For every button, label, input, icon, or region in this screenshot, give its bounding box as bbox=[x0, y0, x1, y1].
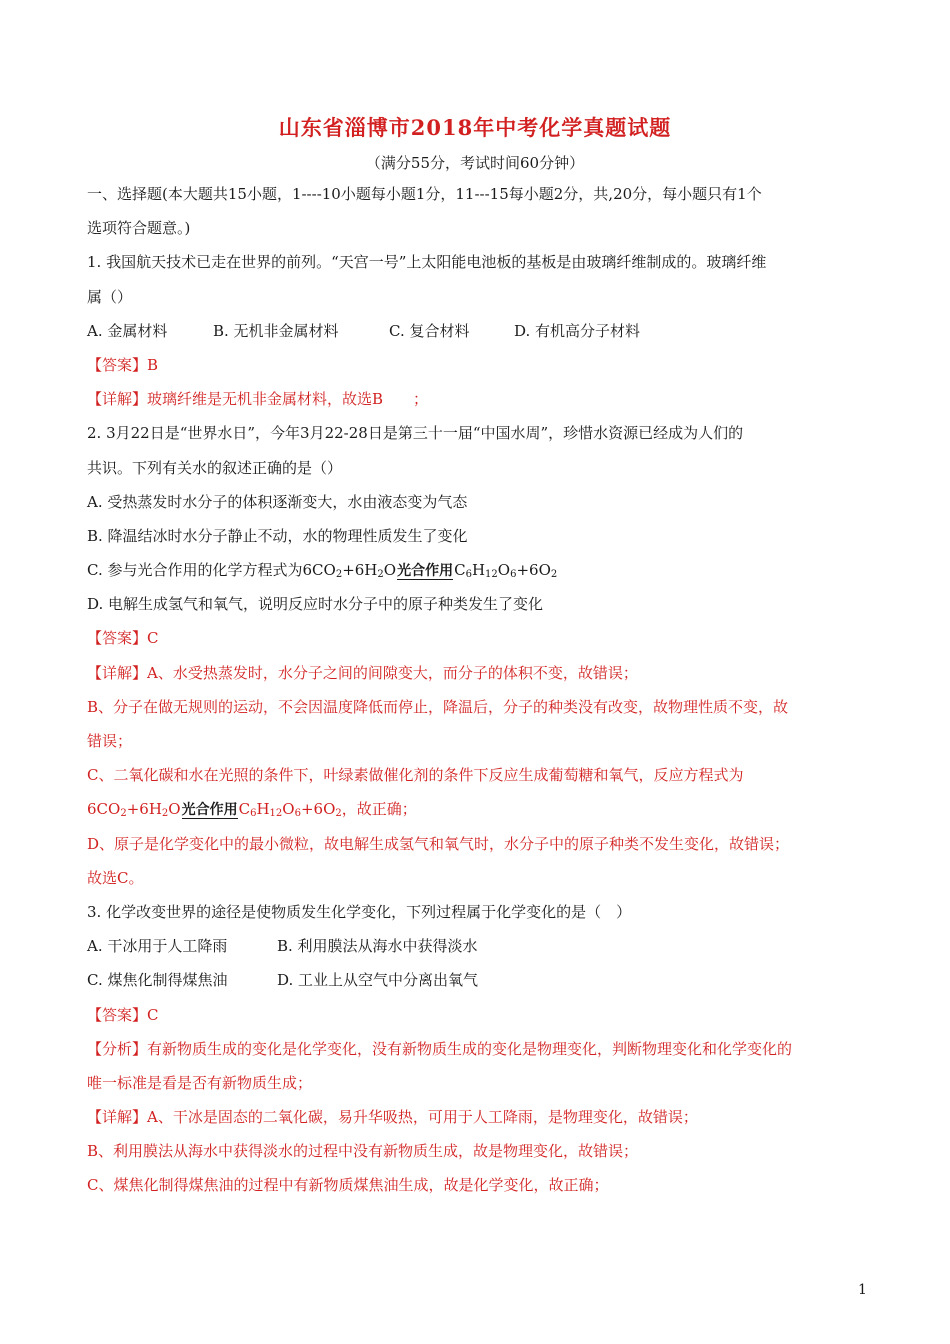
q3-options-row-1 bbox=[87, 936, 872, 956]
equation-reactants: $6CO_2+6H_2O$ bbox=[87, 800, 181, 820]
section-heading-continued: 选项符合题意。) bbox=[87, 219, 191, 238]
q2-option-c-text: C. 参与光合作用的化学方程式为 bbox=[87, 561, 303, 580]
arrow-line bbox=[182, 818, 238, 819]
detail-text: ，故正确； bbox=[341, 800, 417, 819]
detail-label: 【详解】 bbox=[87, 663, 148, 682]
answer-value: C bbox=[147, 1005, 159, 1024]
q1-option-d: D. 有机高分子材料 bbox=[514, 321, 641, 340]
answer-label: 【答案】 bbox=[87, 629, 148, 648]
q1-options bbox=[87, 321, 872, 341]
equation-products: $C_6H_{12}O_6+6O_2$ bbox=[454, 561, 558, 581]
q2-detail-a bbox=[87, 663, 872, 683]
document-body bbox=[87, 184, 872, 1210]
q2-detail-c: C、二氧化碳和水在光照的条件下，叶绿素做催化剂的条件下反应生成葡萄糖和氧气，反应方程式为 bbox=[87, 766, 744, 785]
q3-option-d: D. 工业上从空气中分离出氧气 bbox=[277, 971, 479, 990]
reaction-arrow bbox=[182, 799, 238, 820]
page-number: 1 bbox=[858, 1282, 867, 1298]
reaction-arrow bbox=[397, 560, 453, 581]
q1-option-c: C. 复合材料 bbox=[389, 321, 470, 340]
analysis-label: 【分析】 bbox=[87, 1039, 148, 1058]
q2-stem: 2. 3月22日是“世界水日”，今年3月22-28日是第三十一届“中国水周”，珍惜水资源已经成为人们的 bbox=[87, 424, 744, 443]
detail-text: A、水受热蒸发时，水分子之间的间隙变大，而分子的体积不变，故错误； bbox=[147, 663, 638, 682]
q1-stem-continued: 属（） bbox=[87, 287, 133, 306]
q1-stem: 1. 我国航天技术已走在世界的前列。“天宫一号”上太阳能电池板的基板是由玻璃纤维制成的。玻璃纤维 bbox=[87, 253, 767, 272]
q3-analysis bbox=[87, 1039, 872, 1059]
q1-option-a: A. 金属材料 bbox=[87, 321, 168, 340]
q2-stem-continued: 共识。下列有关水的叙述正确的是（） bbox=[87, 458, 343, 477]
equation-reactants: $6CO_2+6H_2O$ bbox=[302, 561, 397, 581]
q2-detail-b-continued: 错误； bbox=[87, 732, 133, 750]
reaction-condition: 光合作用 bbox=[397, 563, 454, 580]
detail-text: 玻璃纤维是无机非金属材料，故选B ； bbox=[147, 390, 429, 409]
q2-option-a: A. 受热蒸发时水分子的体积逐渐变大，水由液态变为气态 bbox=[87, 492, 468, 511]
q2-option-d: D. 电解生成氢气和氧气，说明反应时水分子中的原子种类发生了变化 bbox=[87, 595, 544, 614]
q1-detail bbox=[87, 389, 872, 409]
q2-conclusion: 故选C。 bbox=[87, 868, 144, 887]
detail-text: A、干冰是固态的二氧化碳，易升华吸热，可用于人工降雨，是物理变化，故错误； bbox=[147, 1108, 698, 1127]
q2-answer bbox=[87, 628, 872, 648]
exam-info: （满分55分，考试时间60分钟） bbox=[365, 154, 585, 172]
q1-answer bbox=[87, 355, 872, 375]
answer-value: B bbox=[147, 355, 159, 374]
q2-option-c bbox=[87, 560, 872, 580]
q2-option-b: B. 降温结冰时水分子静止不动，水的物理性质发生了变化 bbox=[87, 526, 468, 545]
answer-label: 【答案】 bbox=[87, 1005, 148, 1024]
answer-value: C bbox=[147, 629, 159, 648]
q3-analysis-continued: 唯一标准是看是否有新物质生成； bbox=[87, 1073, 313, 1092]
arrow-line bbox=[397, 579, 453, 580]
section-heading: 一、选择题(本大题共15小题，1----10小题每小题1分，11---15每小题2分，共,20分，每小题只有1个 bbox=[87, 185, 762, 203]
equation-products: $C_6H_{12}O_6+6O_2$ bbox=[238, 800, 342, 820]
q3-stem: 3. 化学改变世界的途径是使物质发生化学变化，下列过程属于化学变化的是（ ） bbox=[87, 902, 632, 921]
answer-label: 【答案】 bbox=[87, 355, 148, 374]
reaction-condition: 光合作用 bbox=[181, 802, 238, 819]
document-title: 山东省淄博市2018年中考化学真题试题 bbox=[278, 115, 672, 140]
q2-detail-d: D、原子是化学变化中的最小微粒，故电解生成氢气和氧气时，水分子中的原子种类不发生变化，故错误； bbox=[87, 834, 790, 853]
q3-option-b: B. 利用膜法从海水中获得淡水 bbox=[277, 937, 478, 956]
q1-option-b: B. 无机非金属材料 bbox=[213, 321, 339, 340]
analysis-text: 有新物质生成的变化是化学变化，没有新物质生成的变化是物理变化，判断物理变化和化学变化的 bbox=[147, 1039, 793, 1058]
q2-detail-c-equation bbox=[87, 799, 872, 819]
q3-option-a: A. 干冰用于人工降雨 bbox=[87, 937, 228, 956]
q3-option-c: C. 煤焦化制得煤焦油 bbox=[87, 971, 228, 990]
q3-detail-a bbox=[87, 1107, 872, 1127]
q3-detail-b: B、利用膜法从海水中获得淡水的过程中没有新物质生成，故是物理变化，故错误； bbox=[87, 1142, 639, 1161]
detail-label: 【详解】 bbox=[87, 390, 148, 409]
detail-label: 【详解】 bbox=[87, 1108, 148, 1127]
q2-detail-b: B、分子在做无规则的运动，不会因温度降低而停止，降温后，分子的种类没有改变，故物理性质不变，故 bbox=[87, 697, 789, 716]
q3-options-row-2 bbox=[87, 970, 872, 990]
q3-detail-c: C、煤焦化制得煤焦油的过程中有新物质煤焦油生成，故是化学变化，故正确； bbox=[87, 1176, 609, 1195]
q3-answer bbox=[87, 1005, 872, 1025]
